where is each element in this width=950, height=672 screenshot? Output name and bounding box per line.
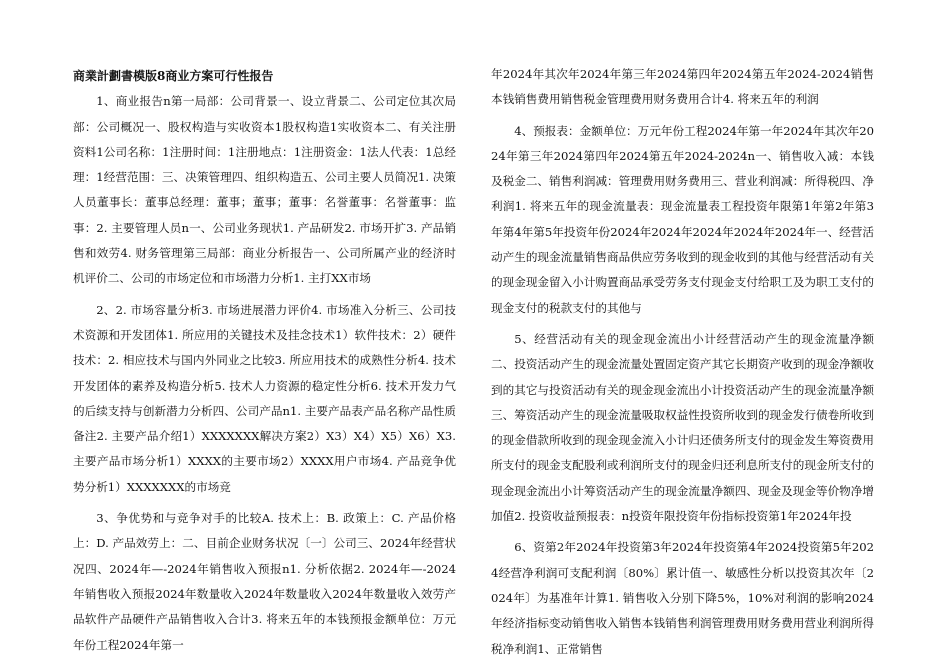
paragraph-5: 5、经营活动有关的现金现金流出小计经营活动产生的现金流量净额二、投资活动产生的现金流量处置固定资产其它长期资产收到的现金净额收到的其它与投资活动有关的现金现金流出小计投资活动产生的现金流量净额三、筹资活动产生的现金流量吸取权益性投资所收到的现金发行债卷所收到的现金借款所收到的现金现金流入小计归还债务所支付的现金发生筹资费用所支付的现金支配股利或利润所支付的现金归还利息所支付的现金所支付的现金现金流出小计筹资活动产生的现金流量净额四、现金及现金等价物净增加值2. 投资收益预报表：n投资年限投资年份指标投资第1年2024年投 — [491, 331, 874, 524]
document-title: 商業計劃書模版8商业方案可行性报告 — [73, 69, 274, 83]
paragraph-6: 6、资第2年2024年投资第3年2024年投资第4年2024投资第5年2024经营净利润可支配利润〔80%〕累计值一、敏感性分析以投资其次年〔2024年〕为基准年计算1. 销售收入分别下降5%，10%对利润的影响2024年经济指标变动销售收入销售本钱销售利润管理费用财务费用营业利润所得税净利润1、正常销售 — [491, 540, 874, 656]
paragraph-2: 2、2. 市场容量分析3. 市场进展潜力评价4. 市场准入分析三、公司技术资源和开发团体1. 所应用的关键技术及挂念技术1）软件技术：2）硬件技术：2. 相应技术与国内外同业之比较3. 所应用技术的成熟性分析4. 技术开发团体的素养及构造分析5. 技术人力资源的稳定性分析6. 技术开发力气的后续支持与创新潜力分析四、公司产品n1. 主要产品表产品名称产品性质备注2. 主要产品介绍1）XXXXXXX解决方案2）X3）X4）X5）X6）X3. 主要产品市场分析1）XXXX的主要市场2）XXXX用户市场4. 产品竞争优势分析1）XXXXXXX的市场竞 — [73, 302, 456, 494]
paragraph-1: 1、商业报告n第一局部：公司背景一、设立背景二、公司定位其次局部：公司概况一、股权构造与实收资本1股权构造1实收资本二、有关注册资料1公司名称：1注册时间：1注册地点：1注册资金：1法人代表：1总经理：1经营范围：三、决策管理四、组织构造五、公司主要人员简况1. 决策人员董事长：董事总经理：董事；董事；董事：名誉董事：名誉董事：监事：2. 主要管理人员n一、公司业务现状1. 产品研发2. 市场开扩3. 产品销售和效劳4. 财务管理第三局部：商业分析报告一、公司所属产业的经济时机评价二、公司的市场定位和市场潜力分析1. 主打XX市场 — [73, 94, 456, 286]
left-column — [73, 62, 456, 664]
paragraph-3: 3、争优势和与竞争对手的比较A. 技术上：B. 政策上：C. 产品价格上：D. 产品效劳上：二、目前企业财务状况〔一〕公司三、2024年经营状况四、2024年—-2024年销售收入预报n1. 分析依据2. 2024年—-2024年销售收入预报2024年数量收入2024年数量收入2024年数量收入效劳产品软件产品硬件产品销售收入合计3. 将来五年的本钱预报金额单位：万元年份工程2024年第一 — [73, 511, 456, 652]
paragraph-4: 4、预报表：金额单位：万元年份工程2024年第一年2024年其次年2024年第三年2024第四年2024第五年2024-2024n一、销售收入减：本钱及税金二、销售利润减：管理费用财务费用三、营业利润减：所得税四、净利润1. 将来五年的现金流量表：现金流量表工程投资年限第1年第2年第3年第4年第5年投资年份2024年2024年2024年2024年2024年一、经营活动产生的现金流量销售商品供应劳务收到的现金收到的其他与经营活动有关的现金现金留入小计购置商品承受劳务支付现金支付给职工及为职工支付的现金支付的税款支付的其他与 — [491, 123, 874, 315]
paragraph-3-continued: 年2024年其次年2024年第三年2024第四年2024第五年2024-2024销售本钱销售费用销售税金管理费用财务费用合计4. 将来五年的利润 — [491, 67, 874, 107]
right-column — [491, 62, 874, 668]
